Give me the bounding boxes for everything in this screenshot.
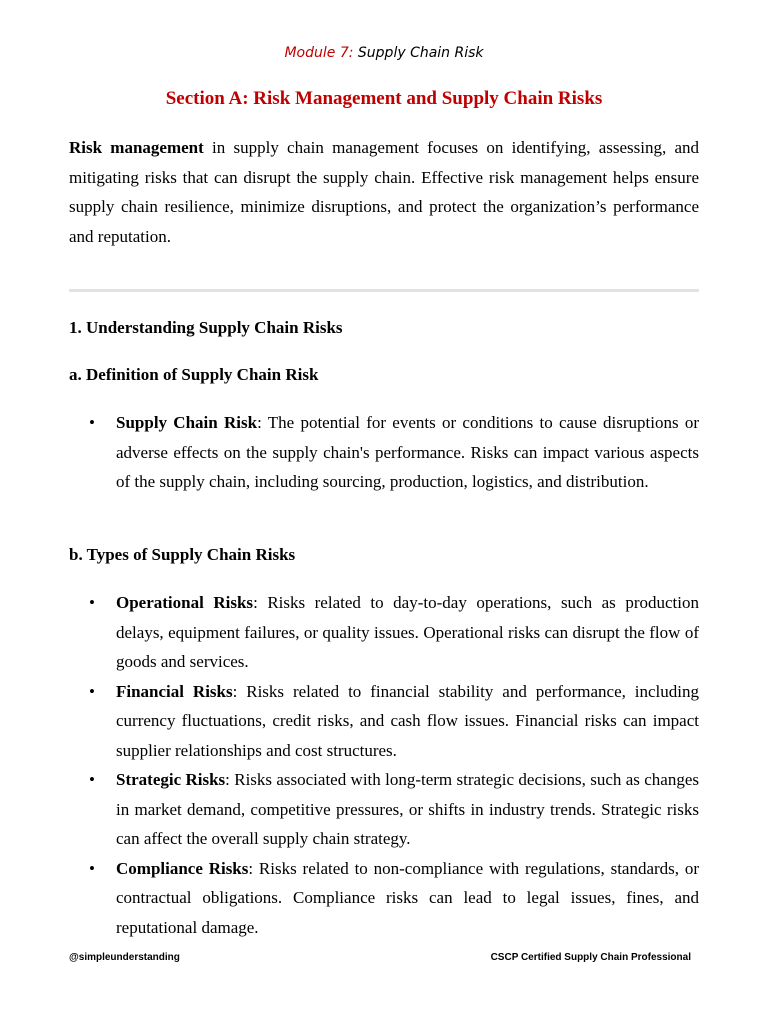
intro-paragraph (69, 133, 699, 251)
item-text: : Risks related to financial stability and performance, including currency fluctuations, credit risks, and cash flow issues. Financial risks can impact supplier relationships and cost structures. (116, 681, 699, 760)
list-item (69, 588, 699, 677)
list-item (69, 677, 699, 766)
risk-types-list (69, 588, 699, 942)
item-text: : Risks related to non-compliance with regulations, standards, or contractual obligations. Compliance risks can lead to legal issues, fines, and reputational damage. (116, 858, 700, 937)
bullet-icon: • (89, 681, 95, 701)
module-label: Module 7: (284, 45, 354, 61)
heading-understanding-risks: 1. Understanding Supply Chain Risks (69, 318, 343, 337)
bullet-icon: • (89, 770, 95, 789)
item-term: Operational Risks (116, 593, 254, 612)
item-term: Strategic Risks (116, 770, 226, 789)
module-header (0, 45, 768, 61)
intro-term: Risk management (69, 138, 204, 157)
item-text: : Risks associated with long-term strategic decisions, such as changes in market demand, competitive pressures, or shifts in industry trends. Strategic risks can affect the overall supply chain strategy. (116, 770, 700, 848)
intro-text: in supply chain management focuses on identifying, assessing, and mitigating risks that can disrupt the supply chain. Effective risk management helps ensure supply chain resilience, minimize disruptions, and protect the organization’s performance and reputation. (69, 138, 699, 246)
bullet-icon: • (89, 593, 95, 612)
bullet-icon: • (89, 858, 95, 878)
item-term: Financial Risks (116, 681, 233, 701)
list-item (69, 854, 699, 943)
heading-types: b. Types of Supply Chain Risks (69, 545, 296, 564)
module-title: Supply Chain Risk (357, 45, 484, 61)
heading-definition: a. Definition of Supply Chain Risk (69, 365, 319, 384)
definition-list (69, 408, 699, 497)
list-item (69, 408, 699, 497)
item-text: : Risks related to day-to-day operations, such as production delays, equipment failures, or quality issues. Operational risks can disrupt the flow of goods and services. (116, 593, 699, 671)
list-item (69, 765, 699, 854)
item-term: Compliance Risks (116, 858, 249, 878)
item-text: : The potential for events or conditions to cause disruptions or adverse effects on the supply chain's performance. Risks can impact various aspects of the supply chain, including sourcing, production, logistics, and distribution. (116, 413, 699, 491)
section-title: Section A: Risk Management and Supply Chain Risks (165, 88, 603, 109)
footer-handle: @simpleunderstanding (69, 952, 180, 963)
footer-course-title: CSCP Certified Supply Chain Professional (490, 952, 691, 963)
horizontal-divider (69, 289, 699, 292)
item-term: Supply Chain Risk (116, 413, 258, 432)
bullet-icon: • (89, 413, 95, 432)
